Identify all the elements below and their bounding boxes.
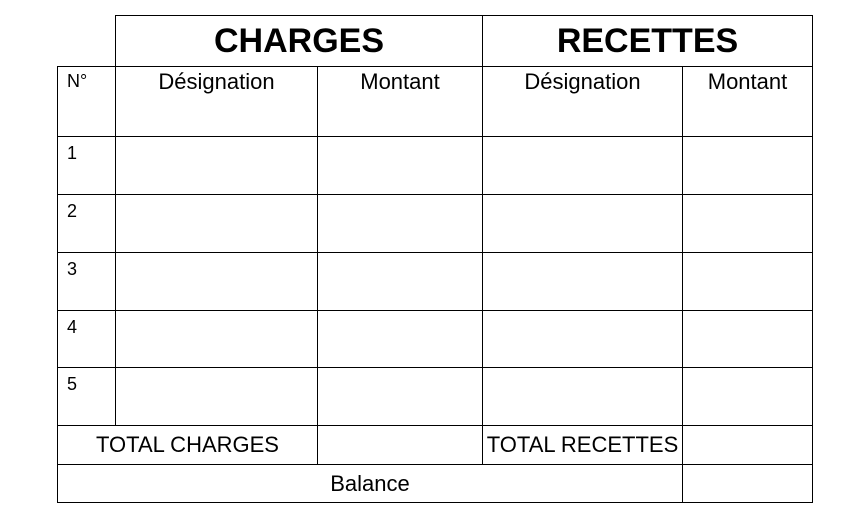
total-charges-value[interactable]	[318, 426, 482, 464]
charges-designation-cell[interactable]	[116, 253, 317, 310]
charges-montant-cell[interactable]	[318, 311, 482, 367]
grid-line	[812, 15, 813, 503]
recettes-montant-cell[interactable]	[683, 311, 812, 367]
charges-montant-cell[interactable]	[318, 137, 482, 194]
recettes-designation-cell[interactable]	[483, 311, 682, 367]
total-recettes-value[interactable]	[683, 426, 812, 464]
charges-designation-cell[interactable]	[116, 137, 317, 194]
recettes-montant-cell[interactable]	[683, 195, 812, 252]
column-header-number: N°	[67, 71, 88, 91]
charges-designation-cell[interactable]	[116, 368, 317, 425]
charges-montant-cell[interactable]	[318, 368, 482, 425]
recettes-title: RECETTES	[556, 22, 739, 60]
recettes-montant-cell[interactable]	[683, 137, 812, 194]
row-number-1: 1	[67, 143, 78, 163]
row-number-5: 5	[67, 374, 78, 394]
charges-montant-cell[interactable]	[318, 195, 482, 252]
recettes-montant-cell[interactable]	[683, 253, 812, 310]
balance-value[interactable]	[683, 465, 812, 502]
recettes-designation-cell[interactable]	[483, 137, 682, 194]
charges-title: CHARGES	[213, 22, 385, 60]
column-header-charges-designation: Désignation	[158, 69, 275, 94]
charges-designation-cell[interactable]	[116, 195, 317, 252]
grid-line	[57, 502, 813, 503]
total-charges-label: TOTAL CHARGES	[96, 432, 279, 457]
row-number-2: 2	[67, 201, 78, 221]
recettes-designation-cell[interactable]	[483, 195, 682, 252]
charges-montant-cell[interactable]	[318, 253, 482, 310]
recettes-montant-cell[interactable]	[683, 368, 812, 425]
column-header-recettes-montant: Montant	[707, 69, 788, 94]
recettes-designation-cell[interactable]	[483, 253, 682, 310]
row-number-4: 4	[67, 317, 78, 337]
charges-designation-cell[interactable]	[116, 311, 317, 367]
column-header-recettes-designation: Désignation	[524, 69, 641, 94]
row-number-3: 3	[67, 259, 78, 279]
column-header-charges-montant: Montant	[360, 69, 440, 94]
recettes-designation-cell[interactable]	[483, 368, 682, 425]
balance-label: Balance	[330, 471, 410, 496]
total-recettes-label: TOTAL RECETTES	[486, 432, 679, 457]
